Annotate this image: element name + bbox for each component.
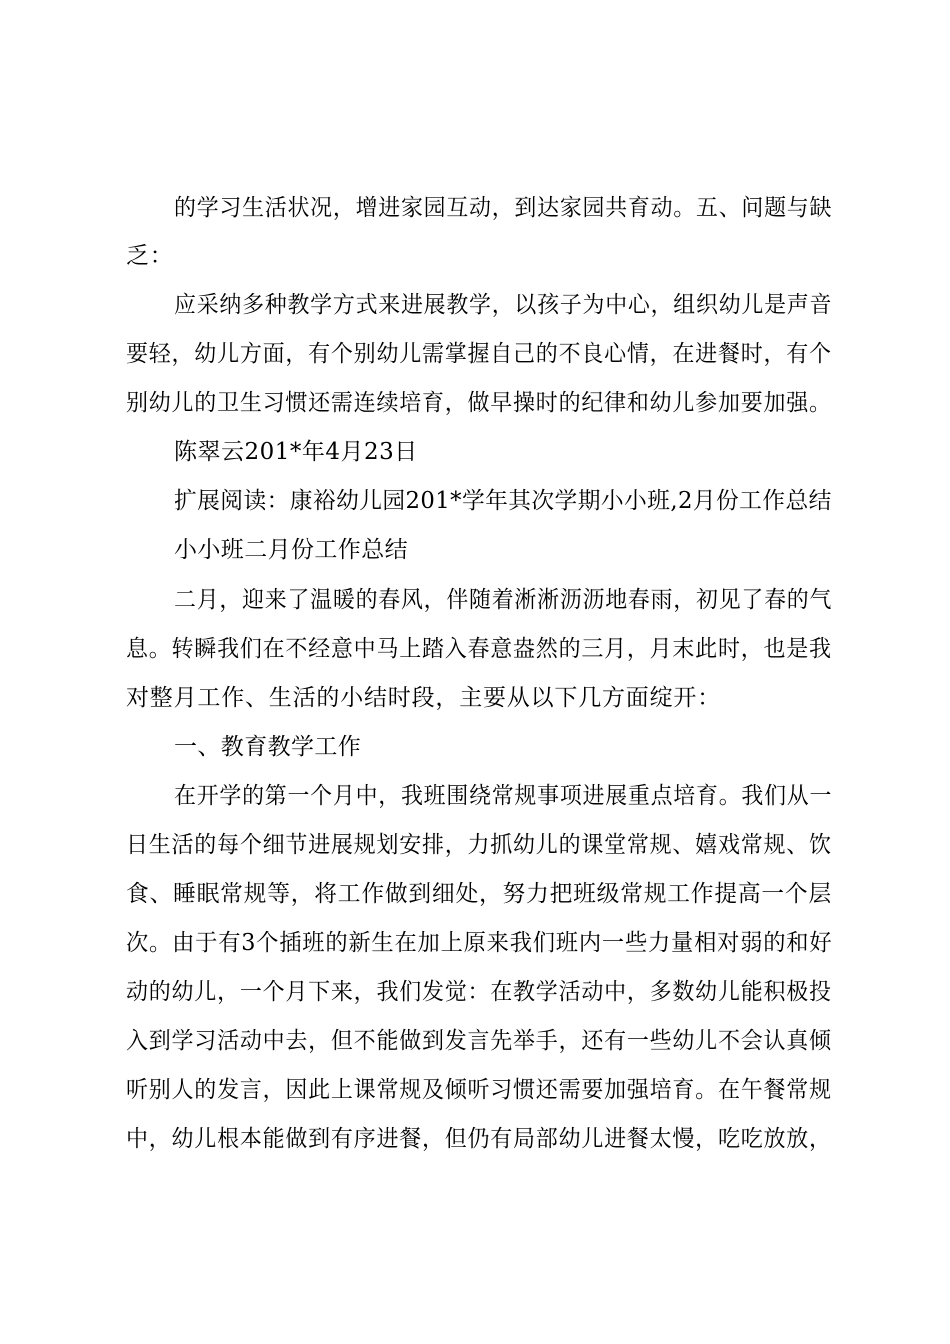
paragraph-line: 日生活的每个细节进展规划安排，力抓幼儿的课堂常规、嬉戏常规、饮 bbox=[126, 832, 832, 858]
paragraph-line: 二月，迎来了温暖的春风，伴随着淅淅沥沥地春雨，初见了春的气 bbox=[174, 587, 833, 613]
paragraph-line: 在开学的第一个月中，我班围绕常规事项进展重点培育。我们从一 bbox=[174, 783, 833, 809]
paragraph-line: 听别人的发言，因此上课常规及倾听习惯还需要加强培育。在午餐常规 bbox=[126, 1077, 832, 1103]
paragraph-line: 动的幼儿，一个月下来，我们发觉：在教学活动中，多数幼儿能积极投 bbox=[126, 979, 832, 1005]
paragraph-line: 食、睡眠常规等，将工作做到细处，努力把班级常规工作提高一个层 bbox=[126, 881, 833, 907]
section-title: 小小班二月份工作总结 bbox=[174, 537, 408, 563]
paragraph-line: 的学习生活状况，增进家园互动，到达家园共育动。五、问题与缺 bbox=[174, 195, 833, 221]
paragraph-line: 次。由于有3个插班的新生在加上原来我们班内一些力量相对弱的和好 bbox=[126, 930, 833, 956]
paragraph-line: 要轻，幼儿方面，有个别幼儿需掌握自己的不良心情，在进餐时，有个 bbox=[126, 341, 832, 367]
paragraph-line: 乏： bbox=[126, 243, 174, 269]
paragraph-line: 中，幼儿根本能做到有序进餐，但仍有局部幼儿进餐太慢，吃吃放放， bbox=[126, 1126, 832, 1152]
paragraph-line: 应采纳多种教学方式来进展教学，以孩子为中心，组织幼儿是声音 bbox=[174, 292, 833, 318]
paragraph-line: 入到学习活动中去，但不能做到发言先举手，还有一些幼儿不会认真倾 bbox=[126, 1028, 832, 1054]
paragraph-line: 别幼儿的卫生习惯还需连续培育，做早操时的纪律和幼儿参加要加强。 bbox=[126, 390, 832, 416]
paragraph-line: 对整月工作、生活的小结时段，主要从以下几方面绽开： bbox=[126, 685, 721, 711]
paragraph-line: 息。转瞬我们在不经意中马上踏入春意盎然的三月，月末此时，也是我 bbox=[126, 636, 832, 662]
extended-reading-title: 扩展阅读：康裕幼儿园201*学年其次学期小小班,2月份工作总结 bbox=[174, 488, 832, 514]
signature-date: 陈翠云201*年4月23日 bbox=[174, 439, 418, 465]
subsection-heading: 一、教育教学工作 bbox=[174, 734, 362, 760]
